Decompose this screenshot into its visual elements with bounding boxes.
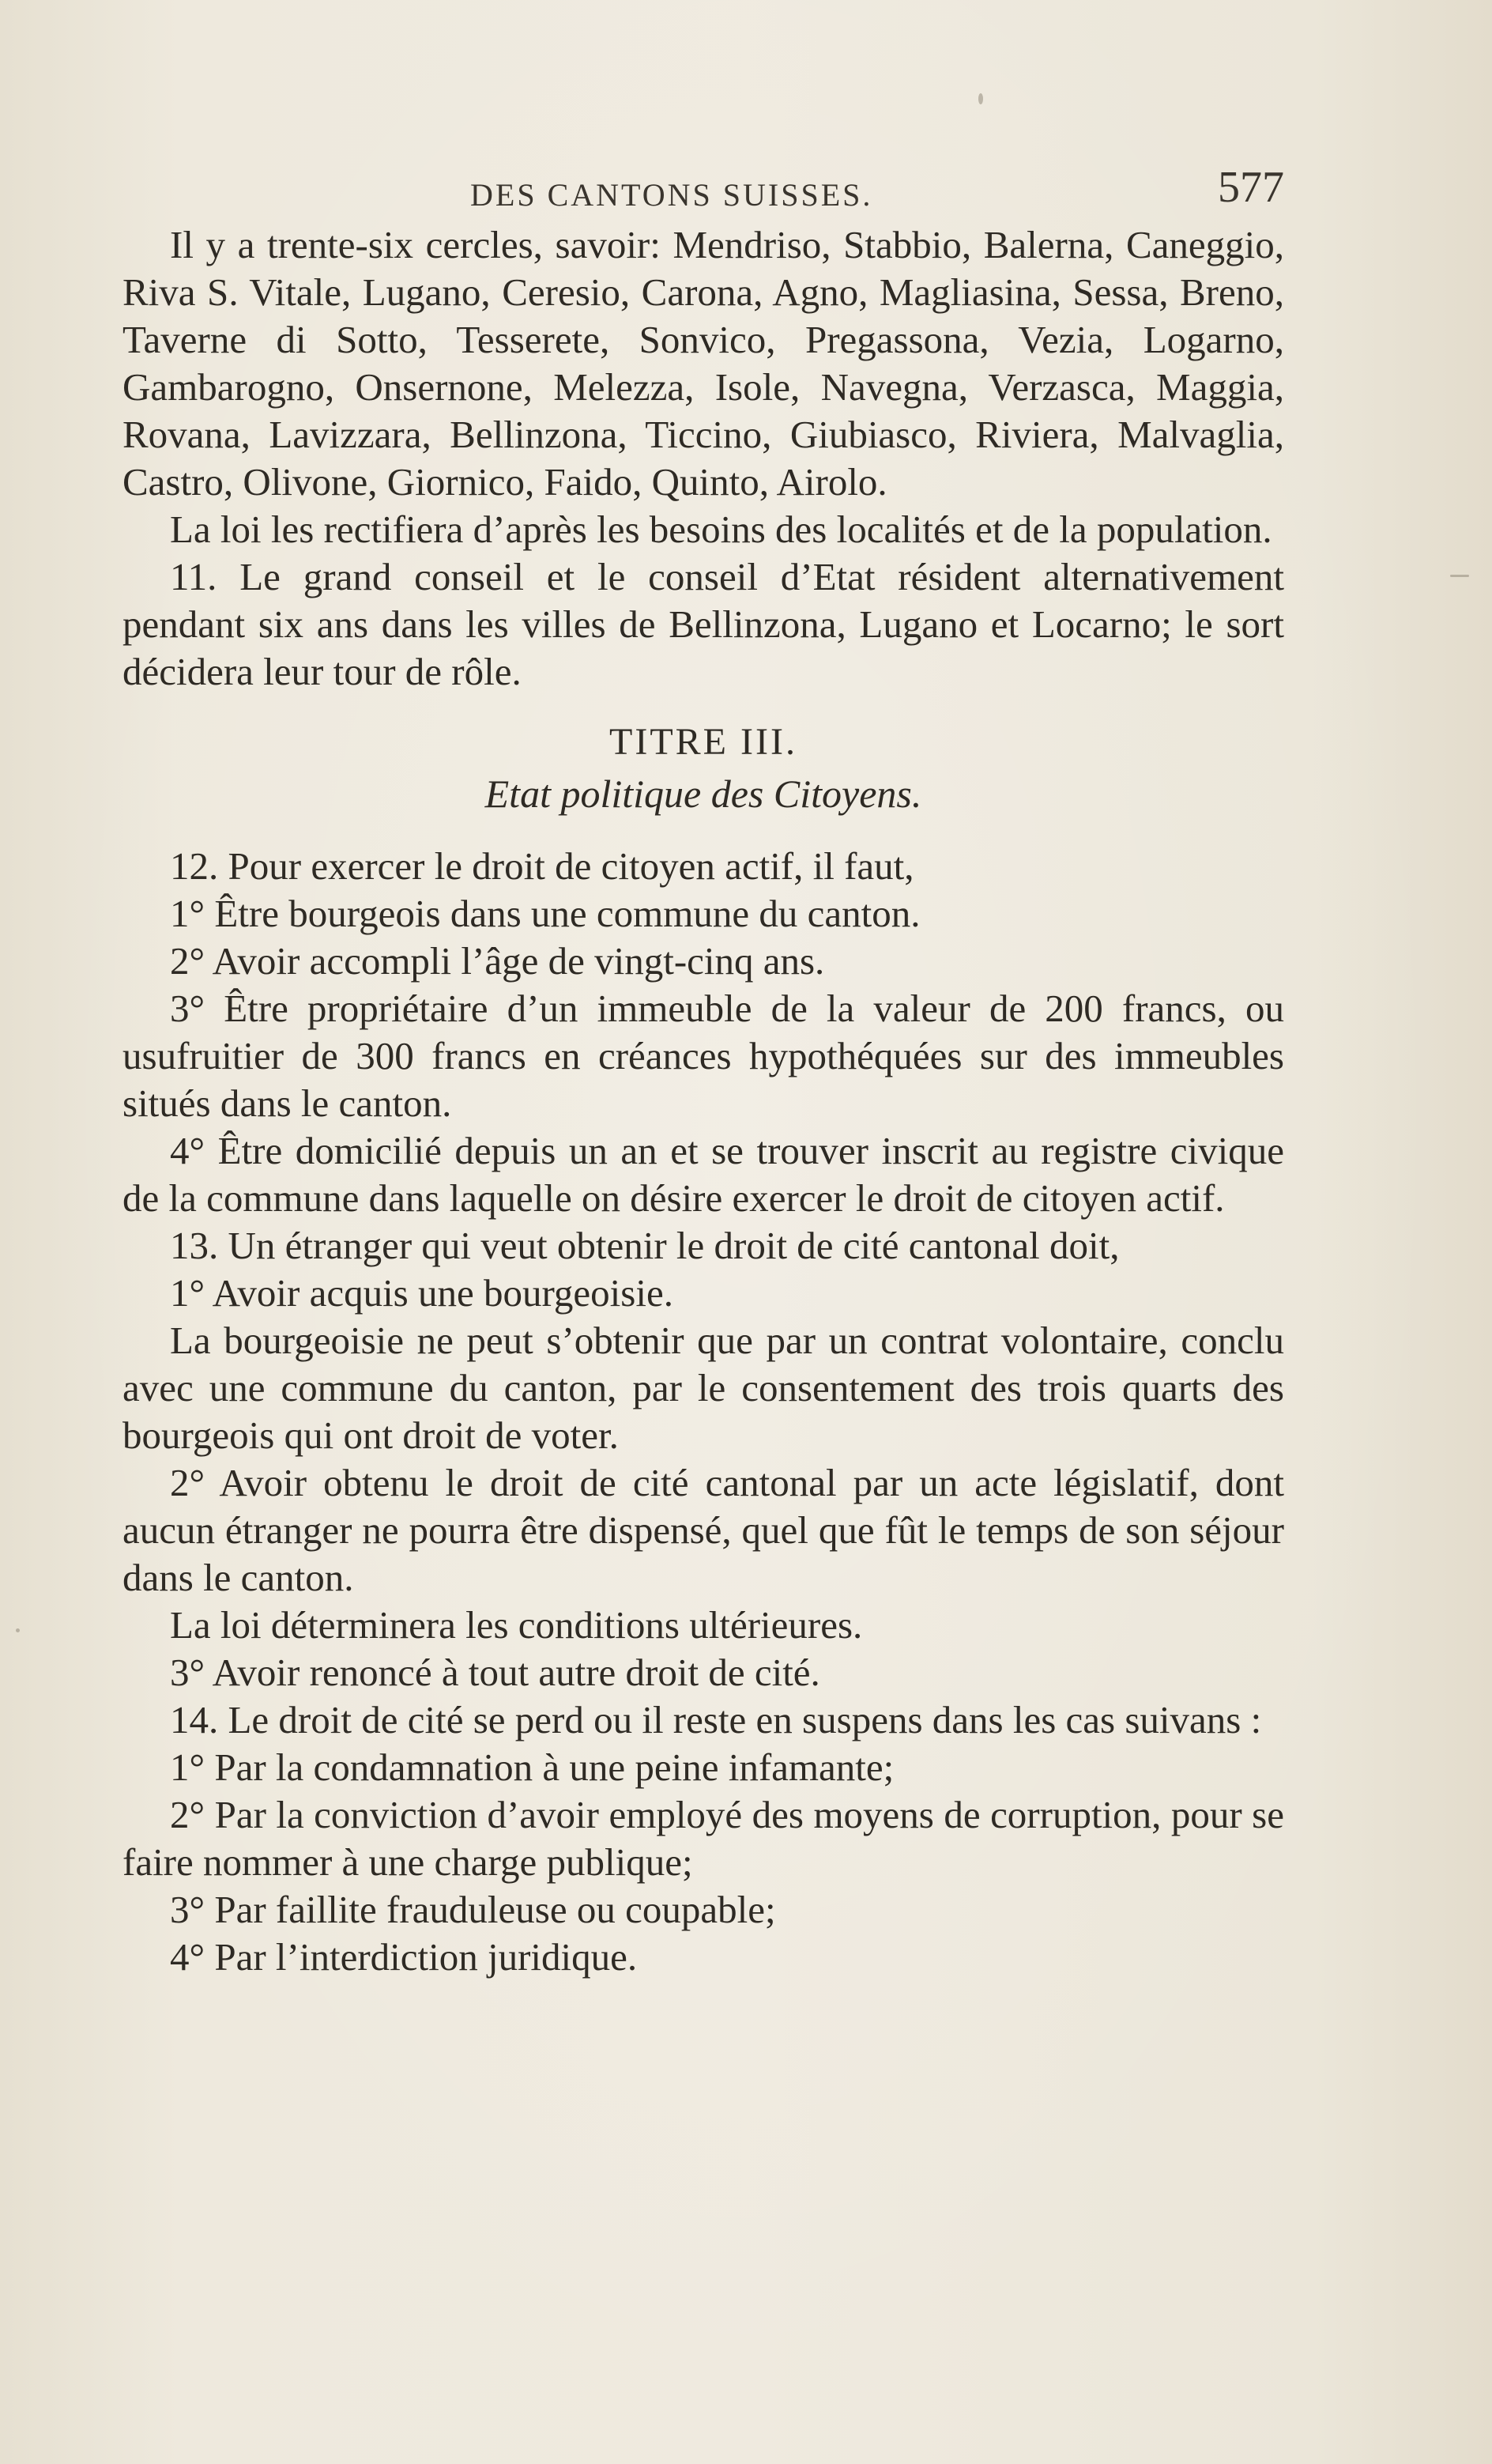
- paper-speck: [978, 93, 983, 104]
- page-number: 577: [1218, 163, 1284, 212]
- paragraph: 2° Avoir obtenu le droit de cité cantonal par un acte législatif, dont aucun étranger ne pourra être dispensé, quel que fût le temps de son séjour dans le canton.: [122, 1461, 1284, 1599]
- paragraph: La bourgeoisie ne peut s’obtenir que par un contrat volontaire, conclu avec une commune du canton, par le consentement des trois quarts des bourgeois qui ont droit de voter.: [122, 1319, 1284, 1457]
- paragraph: 3° Avoir renoncé à tout autre droit de cité.: [170, 1651, 820, 1694]
- paragraph: La loi les rectifiera d’après les besoins des localités et de la population.: [170, 508, 1272, 551]
- paper-speck: [16, 1628, 20, 1632]
- paragraph: La loi déterminera les conditions ultérieures.: [170, 1603, 863, 1647]
- paragraph: 1° Être bourgeois dans une commune du canton.: [170, 892, 921, 935]
- title-heading: TITRE III.: [609, 721, 797, 763]
- paragraph: 2° Avoir accompli l’âge de vingt-cinq ans.: [170, 939, 825, 983]
- section-title: [122, 716, 1284, 819]
- paragraph: Il y a trente-six cercles, savoir: Mendriso, Stabbio, Balerna, Caneggio, Riva S. Vitale, Lugano, Ceresio, Carona, Agno, Magliasina, Sessa, Breno, Taverne di Sotto, Tesserete, Sonvico, Pregassona, Vezia, Logarno, Gambarogno, Onsernone, Melezza, Isole, Navegna, Verzasca, Maggia, Rovana, Lavizzara, Bellinzona, Ticcino, Giubiasco, Riviera, Malvaglia, Castro, Olivone, Giornico, Faido, Quinto, Airolo.: [122, 223, 1284, 504]
- paragraph: 3° Par faillite frauduleuse ou coupable;: [170, 1888, 776, 1931]
- paragraph: 1° Avoir acquis une bourgeoisie.: [170, 1271, 673, 1315]
- paragraph: 3° Être propriétaire d’un immeuble de la valeur de 200 francs, ou usufruitier de 300 francs en créances hypothéquées sur des immeubles situés dans le canton.: [122, 987, 1284, 1125]
- paragraph: 13. Un étranger qui veut obtenir le droit de cité cantonal doit,: [170, 1224, 1120, 1267]
- title-subtitle: Etat politique des Citoyens.: [484, 772, 922, 816]
- page-header: [122, 162, 1284, 217]
- paragraph: 14. Le droit de cité se perd ou il reste en suspens dans les cas suivans :: [170, 1698, 1262, 1741]
- paragraph: 2° Par la conviction d’avoir employé des moyens de corruption, pour se faire nommer à une charge publique;: [122, 1793, 1284, 1884]
- running-head: DES CANTONS SUISSES.: [470, 177, 873, 213]
- paragraph: 11. Le grand conseil et le conseil d’Etat résident alternativement pendant six ans dans les villes de Bellinzona, Lugano et Locarno; le sort décidera leur tour de rôle.: [122, 555, 1284, 693]
- paragraph: 1° Par la condamnation à une peine infamante;: [170, 1745, 895, 1789]
- paper-speck: [1450, 575, 1469, 577]
- body-text: [122, 221, 1284, 1981]
- paragraph: 4° Par l’interdiction juridique.: [170, 1935, 638, 1979]
- paragraph: 4° Être domicilié depuis un an et se trouver inscrit au registre civique de la commune dans laquelle on désire exercer le droit de citoyen actif.: [122, 1129, 1284, 1220]
- paragraph: 12. Pour exercer le droit de citoyen actif, il faut,: [170, 844, 914, 888]
